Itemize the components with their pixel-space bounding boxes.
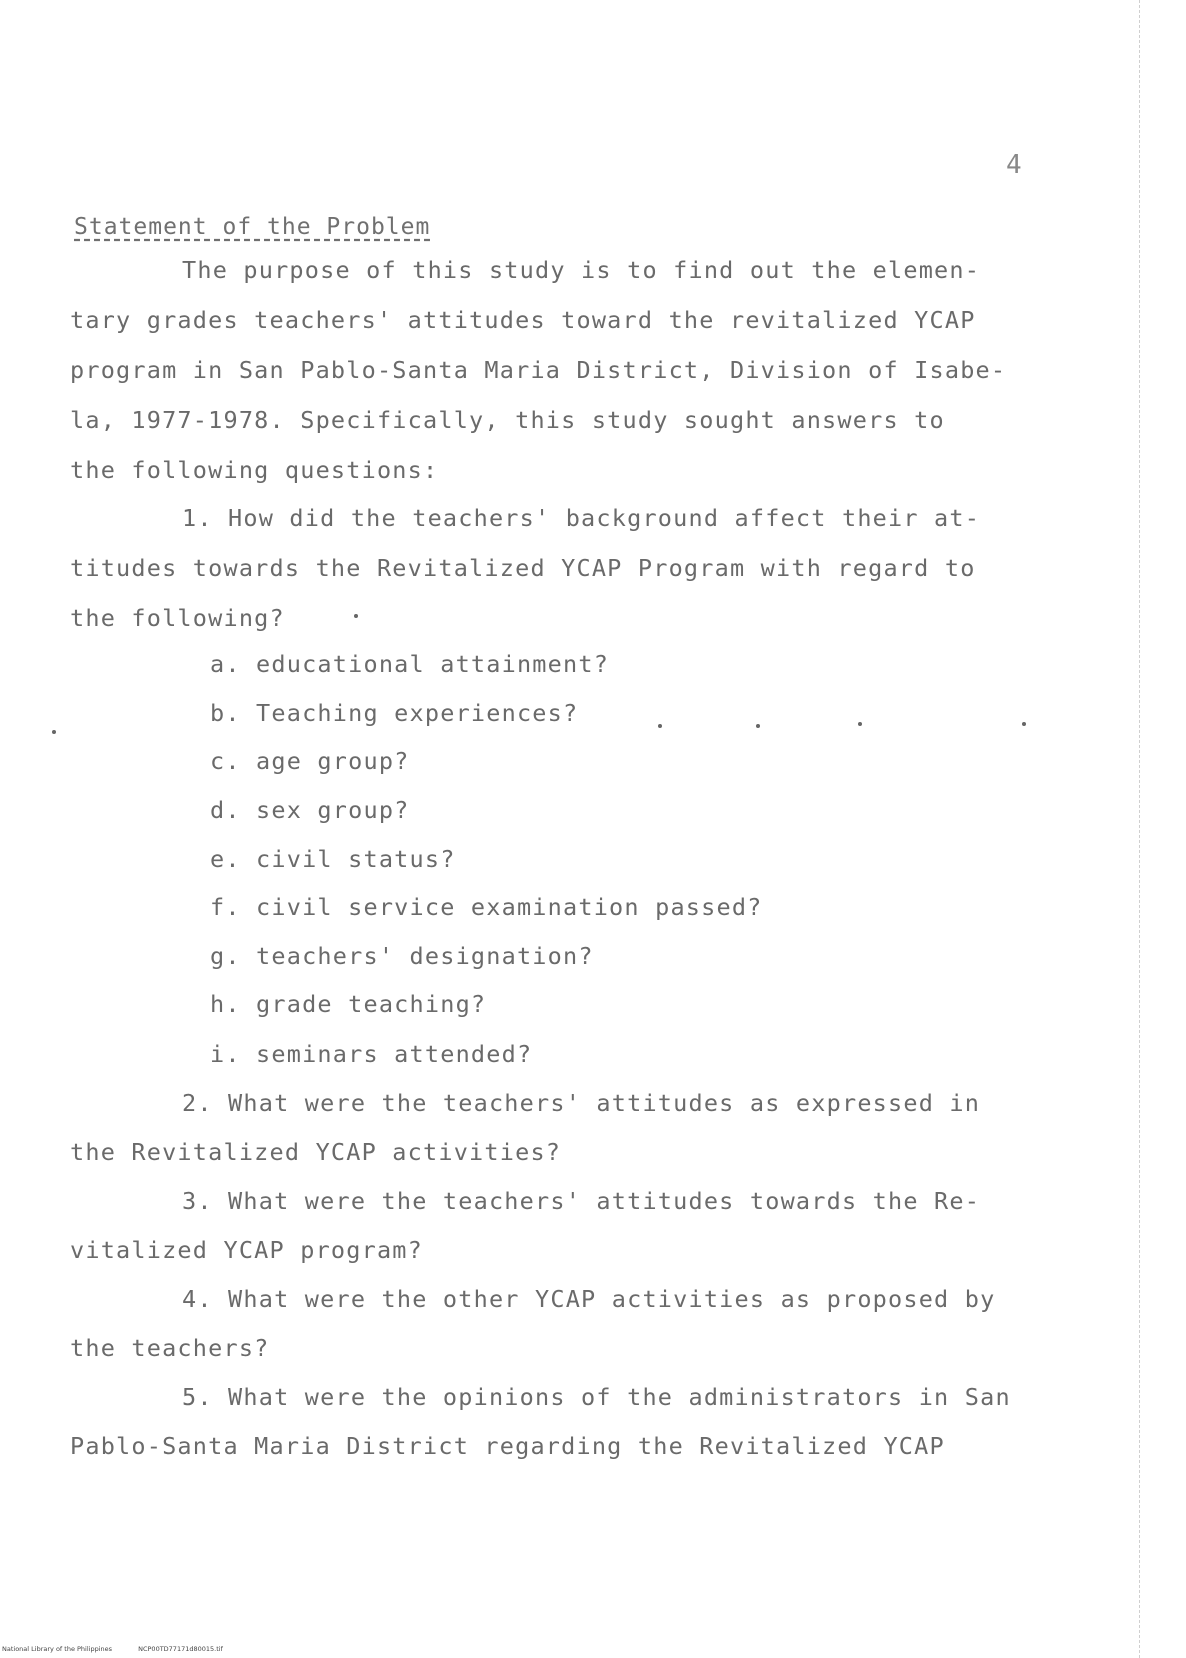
scan-speck [1022, 722, 1026, 726]
scan-speck [658, 724, 662, 728]
text-line: program in San Pablo-Santa Maria District, Division of Isabe- [70, 356, 1007, 384]
sub-item: d. sex group? [210, 796, 410, 824]
text-line: The purpose of this study is to find out the elemen- [182, 256, 981, 284]
question-3-line: vitalized YCAP program? [70, 1236, 424, 1264]
scan-speck [354, 614, 358, 618]
scan-speck [858, 722, 862, 726]
scan-footer [2, 1645, 247, 1653]
library-label: National Library of the Philippines [2, 1645, 113, 1653]
text-line: la, 1977-1978. Specifically, this study sought answers to [70, 406, 945, 434]
sub-item: c. age group? [210, 747, 410, 775]
question-2-line: the Revitalized YCAP activities? [70, 1138, 562, 1166]
page-number: 4 [1006, 150, 1022, 180]
scan-speck [756, 724, 760, 728]
question-1-line: 1. How did the teachers' background affect their at- [182, 504, 981, 532]
question-1-line: the following? [70, 604, 285, 632]
question-3-line: 3. What were the teachers' attitudes towards the Re- [182, 1187, 981, 1215]
question-2-line: 2. What were the teachers' attitudes as expressed in [182, 1089, 981, 1117]
sub-item: h. grade teaching? [210, 990, 487, 1018]
question-4-line: the teachers? [70, 1334, 270, 1362]
sub-item: i. seminars attended? [210, 1040, 533, 1068]
question-5-line: Pablo-Santa Maria District regarding the Revitalized YCAP [70, 1432, 945, 1460]
section-heading: Statement of the Problem [74, 214, 431, 240]
scan-speck [52, 730, 56, 734]
question-1-line: titudes towards the Revitalized YCAP Program with regard to [70, 554, 976, 582]
file-id-label: NCP00TD77171d80015.tif [138, 1645, 223, 1653]
sub-item: g. teachers' designation? [210, 942, 594, 970]
scan-edge-line [1139, 0, 1140, 1658]
sub-item: b. Teaching experiences? [210, 699, 579, 727]
sub-item: f. civil service examination passed? [210, 893, 763, 921]
text-line: tary grades teachers' attitudes toward the revitalized YCAP [70, 306, 976, 334]
sub-item: e. civil status? [210, 845, 456, 873]
question-4-line: 4. What were the other YCAP activities as proposed by [182, 1285, 996, 1313]
sub-item: a. educational attainment? [210, 650, 610, 678]
text-line: the following questions: [70, 456, 439, 484]
question-5-line: 5. What were the opinions of the administrators in San [182, 1383, 1011, 1411]
